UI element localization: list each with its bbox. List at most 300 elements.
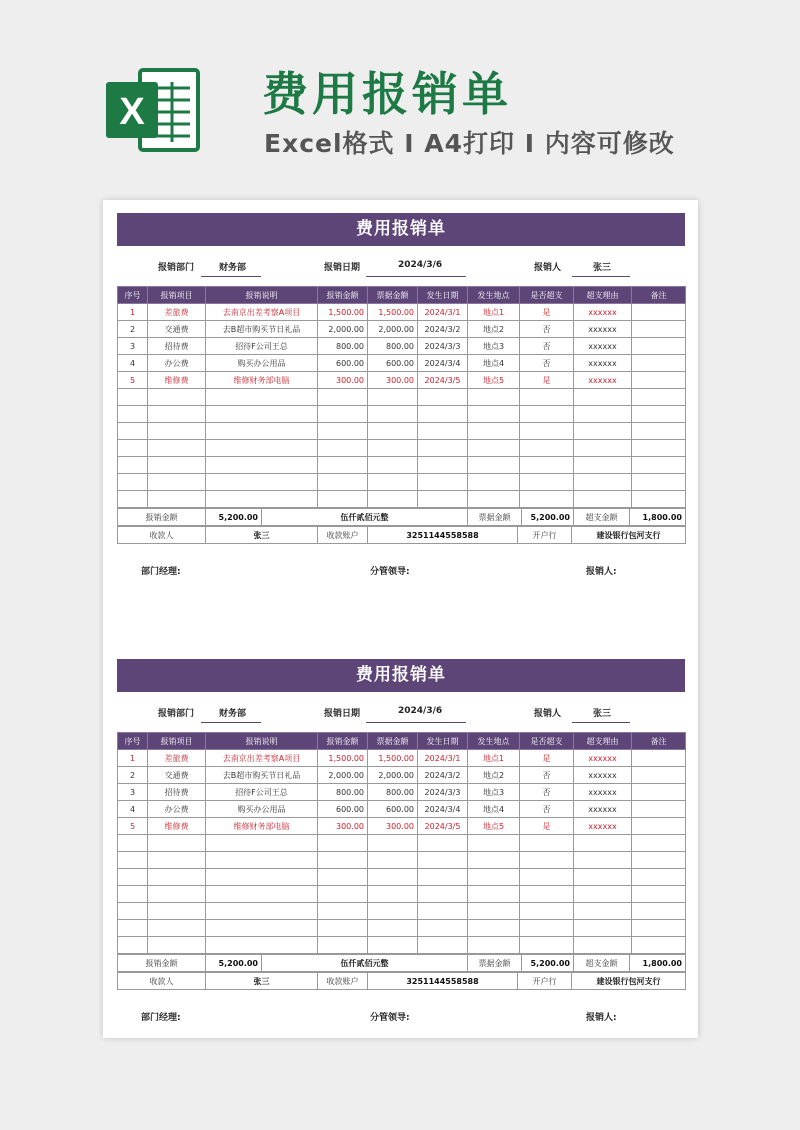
- empty-cell[interactable]: [368, 457, 418, 474]
- table-cell-amount[interactable]: 1,500.00: [318, 304, 368, 321]
- date-value[interactable]: 2024/3/6: [398, 260, 443, 270]
- empty-cell[interactable]: [206, 491, 318, 508]
- empty-cell[interactable]: [574, 869, 632, 886]
- dept-underline: [201, 722, 261, 723]
- claim-total-value[interactable]: 5,200.00: [206, 509, 262, 526]
- empty-cell[interactable]: [574, 903, 632, 920]
- empty-cell[interactable]: [368, 903, 418, 920]
- empty-cell[interactable]: [632, 389, 686, 406]
- form-title: 费用报销单: [117, 213, 685, 246]
- empty-cell[interactable]: [574, 457, 632, 474]
- empty-cell[interactable]: [418, 920, 468, 937]
- empty-cell[interactable]: [520, 937, 574, 954]
- empty-cell[interactable]: [206, 406, 318, 423]
- person-label: 报销人: [534, 709, 562, 719]
- empty-cell[interactable]: [118, 406, 148, 423]
- totals-table: [117, 508, 686, 526]
- banner-subtitle: Excel格式 I A4打印 I 内容可修改: [264, 129, 675, 158]
- table-cell-over[interactable]: 是: [520, 750, 574, 767]
- empty-cell[interactable]: [468, 920, 520, 937]
- empty-cell[interactable]: [148, 852, 206, 869]
- table-cell-desc[interactable]: 去南京出差考察A项目: [206, 304, 318, 321]
- table-cell-no[interactable]: 3: [118, 338, 148, 355]
- empty-cell[interactable]: [318, 903, 368, 920]
- empty-cell[interactable]: [368, 423, 418, 440]
- empty-cell[interactable]: [148, 835, 206, 852]
- expense-table: [117, 286, 686, 508]
- empty-cell[interactable]: [574, 406, 632, 423]
- table-cell-amount[interactable]: 1,500.00: [318, 750, 368, 767]
- over-total-value[interactable]: 1,800.00: [630, 955, 686, 972]
- table-cell-note[interactable]: [632, 818, 686, 835]
- table-cell-place[interactable]: 地点3: [468, 338, 520, 355]
- empty-cell[interactable]: [206, 886, 318, 903]
- empty-cell[interactable]: [632, 869, 686, 886]
- table-cell-item[interactable]: 维修费: [148, 372, 206, 389]
- date-label: 报销日期: [324, 709, 361, 719]
- empty-cell[interactable]: [468, 440, 520, 457]
- empty-cell[interactable]: [118, 389, 148, 406]
- empty-cell[interactable]: [206, 457, 318, 474]
- empty-cell[interactable]: [468, 389, 520, 406]
- table-cell-amount[interactable]: 800.00: [318, 338, 368, 355]
- table-cell-no[interactable]: 5: [118, 372, 148, 389]
- person-underline: [572, 276, 630, 277]
- table-cell-date[interactable]: 2024/3/4: [418, 355, 468, 372]
- empty-cell[interactable]: [368, 937, 418, 954]
- account-value[interactable]: 3251144558588: [368, 973, 518, 990]
- empty-cell[interactable]: [574, 423, 632, 440]
- empty-cell[interactable]: [520, 903, 574, 920]
- table-cell-invoice[interactable]: 2,000.00: [368, 321, 418, 338]
- empty-cell[interactable]: [206, 852, 318, 869]
- empty-cell[interactable]: [520, 835, 574, 852]
- form-info-row: [117, 692, 685, 732]
- empty-cell[interactable]: [632, 886, 686, 903]
- empty-cell[interactable]: [632, 835, 686, 852]
- table-row: [118, 372, 686, 389]
- empty-cell[interactable]: [368, 491, 418, 508]
- table-cell-date[interactable]: 2024/3/1: [418, 304, 468, 321]
- empty-cell[interactable]: [118, 440, 148, 457]
- column-header: 序号: [118, 733, 148, 750]
- empty-cell[interactable]: [118, 937, 148, 954]
- table-cell-place[interactable]: 地点2: [468, 321, 520, 338]
- empty-cell[interactable]: [206, 474, 318, 491]
- table-cell-no[interactable]: 5: [118, 818, 148, 835]
- empty-cell[interactable]: [418, 886, 468, 903]
- empty-cell[interactable]: [520, 406, 574, 423]
- empty-cell[interactable]: [520, 491, 574, 508]
- table-cell-over[interactable]: 否: [520, 767, 574, 784]
- empty-cell[interactable]: [468, 869, 520, 886]
- table-cell-date[interactable]: 2024/3/2: [418, 321, 468, 338]
- empty-cell[interactable]: [418, 937, 468, 954]
- empty-cell[interactable]: [148, 406, 206, 423]
- claim-total-label: 报销金额: [118, 509, 206, 526]
- empty-cell[interactable]: [148, 440, 206, 457]
- empty-cell[interactable]: [520, 869, 574, 886]
- table-cell-reason[interactable]: xxxxxx: [574, 355, 632, 372]
- table-header-row: [118, 287, 686, 304]
- empty-cell[interactable]: [206, 389, 318, 406]
- empty-cell[interactable]: [118, 920, 148, 937]
- empty-cell[interactable]: [574, 852, 632, 869]
- empty-cell[interactable]: [632, 491, 686, 508]
- empty-cell[interactable]: [418, 474, 468, 491]
- empty-cell[interactable]: [206, 423, 318, 440]
- table-cell-date[interactable]: 2024/3/5: [418, 818, 468, 835]
- table-cell-place[interactable]: 地点5: [468, 818, 520, 835]
- table-cell-no[interactable]: 1: [118, 304, 148, 321]
- empty-cell[interactable]: [318, 389, 368, 406]
- empty-cell[interactable]: [520, 423, 574, 440]
- date-underline: [366, 276, 466, 277]
- empty-cell[interactable]: [520, 920, 574, 937]
- table-cell-over[interactable]: 否: [520, 355, 574, 372]
- column-header: 报销说明: [206, 733, 318, 750]
- table-cell-item[interactable]: 招待费: [148, 784, 206, 801]
- claim-total-label: 报销金额: [118, 955, 206, 972]
- table-cell-amount[interactable]: 2,000.00: [318, 767, 368, 784]
- empty-cell[interactable]: [318, 423, 368, 440]
- table-cell-desc[interactable]: 招待F公司王总: [206, 338, 318, 355]
- amount-in-words[interactable]: 伍仟贰佰元整: [262, 955, 468, 972]
- empty-cell[interactable]: [148, 423, 206, 440]
- empty-cell[interactable]: [574, 920, 632, 937]
- table-cell-invoice[interactable]: 600.00: [368, 355, 418, 372]
- table-cell-note[interactable]: [632, 801, 686, 818]
- table-cell-no[interactable]: 4: [118, 801, 148, 818]
- empty-row: [118, 406, 686, 423]
- empty-cell[interactable]: [206, 937, 318, 954]
- claim-total-value[interactable]: 5,200.00: [206, 955, 262, 972]
- table-cell-item[interactable]: 差旅费: [148, 304, 206, 321]
- dept-value[interactable]: 财务部: [219, 263, 247, 273]
- empty-cell[interactable]: [318, 457, 368, 474]
- empty-cell[interactable]: [148, 474, 206, 491]
- bank-value[interactable]: 建设银行包河支行: [572, 973, 686, 990]
- empty-cell[interactable]: [468, 406, 520, 423]
- empty-cell[interactable]: [318, 920, 368, 937]
- payee-value[interactable]: 张三: [206, 527, 318, 544]
- table-cell-date[interactable]: 2024/3/2: [418, 767, 468, 784]
- table-cell-place[interactable]: 地点1: [468, 304, 520, 321]
- amount-in-words[interactable]: 伍仟贰佰元整: [262, 509, 468, 526]
- table-cell-note[interactable]: [632, 304, 686, 321]
- table-cell-desc[interactable]: 去南京出差考察A项目: [206, 750, 318, 767]
- empty-cell[interactable]: [206, 869, 318, 886]
- table-cell-desc[interactable]: 购买办公用品: [206, 801, 318, 818]
- table-cell-invoice[interactable]: 1,500.00: [368, 304, 418, 321]
- table-cell-over[interactable]: 是: [520, 372, 574, 389]
- table-cell-reason[interactable]: xxxxxx: [574, 784, 632, 801]
- empty-cell[interactable]: [368, 835, 418, 852]
- empty-cell[interactable]: [468, 423, 520, 440]
- empty-cell[interactable]: [318, 440, 368, 457]
- empty-cell[interactable]: [418, 389, 468, 406]
- table-cell-over[interactable]: 是: [520, 304, 574, 321]
- empty-cell[interactable]: [520, 389, 574, 406]
- empty-cell[interactable]: [318, 491, 368, 508]
- empty-cell[interactable]: [206, 835, 318, 852]
- person-value[interactable]: 张三: [593, 263, 612, 273]
- empty-cell[interactable]: [632, 903, 686, 920]
- empty-cell[interactable]: [368, 869, 418, 886]
- empty-cell[interactable]: [468, 457, 520, 474]
- empty-cell[interactable]: [206, 440, 318, 457]
- empty-cell[interactable]: [148, 920, 206, 937]
- table-cell-place[interactable]: 地点4: [468, 801, 520, 818]
- empty-cell[interactable]: [148, 903, 206, 920]
- table-cell-over[interactable]: 否: [520, 784, 574, 801]
- table-cell-place[interactable]: 地点1: [468, 750, 520, 767]
- empty-cell[interactable]: [632, 440, 686, 457]
- empty-cell[interactable]: [148, 937, 206, 954]
- empty-cell[interactable]: [318, 406, 368, 423]
- over-total-value[interactable]: 1,800.00: [630, 509, 686, 526]
- table-cell-over[interactable]: 是: [520, 818, 574, 835]
- empty-cell[interactable]: [368, 440, 418, 457]
- empty-cell[interactable]: [206, 920, 318, 937]
- empty-cell[interactable]: [318, 835, 368, 852]
- empty-cell[interactable]: [148, 389, 206, 406]
- table-cell-amount[interactable]: 300.00: [318, 818, 368, 835]
- table-cell-invoice[interactable]: 600.00: [368, 801, 418, 818]
- table-cell-date[interactable]: 2024/3/1: [418, 750, 468, 767]
- empty-cell[interactable]: [574, 440, 632, 457]
- empty-cell[interactable]: [418, 869, 468, 886]
- table-cell-item[interactable]: 交通费: [148, 767, 206, 784]
- empty-cell[interactable]: [418, 440, 468, 457]
- invoice-total-value[interactable]: 5,200.00: [522, 955, 574, 972]
- table-cell-amount[interactable]: 300.00: [318, 372, 368, 389]
- table-cell-place[interactable]: 地点3: [468, 784, 520, 801]
- leader-signature-label: 分管领导:: [370, 1013, 410, 1023]
- empty-cell[interactable]: [118, 835, 148, 852]
- empty-cell[interactable]: [318, 886, 368, 903]
- empty-cell[interactable]: [520, 440, 574, 457]
- table-cell-desc[interactable]: 去B超市购买节日礼品: [206, 767, 318, 784]
- column-header: 发生日期: [418, 733, 468, 750]
- table-cell-date[interactable]: 2024/3/3: [418, 338, 468, 355]
- empty-cell[interactable]: [468, 491, 520, 508]
- empty-cell[interactable]: [418, 406, 468, 423]
- table-cell-invoice[interactable]: 800.00: [368, 784, 418, 801]
- empty-cell[interactable]: [148, 869, 206, 886]
- empty-cell[interactable]: [574, 937, 632, 954]
- empty-cell[interactable]: [520, 852, 574, 869]
- table-cell-reason[interactable]: xxxxxx: [574, 372, 632, 389]
- table-cell-desc[interactable]: 招待F公司王总: [206, 784, 318, 801]
- table-cell-reason[interactable]: xxxxxx: [574, 321, 632, 338]
- table-cell-date[interactable]: 2024/3/3: [418, 784, 468, 801]
- empty-cell[interactable]: [632, 457, 686, 474]
- table-cell-amount[interactable]: 800.00: [318, 784, 368, 801]
- empty-row: [118, 937, 686, 954]
- table-cell-reason[interactable]: xxxxxx: [574, 818, 632, 835]
- invoice-total-value[interactable]: 5,200.00: [522, 509, 574, 526]
- empty-cell[interactable]: [418, 423, 468, 440]
- empty-cell[interactable]: [468, 903, 520, 920]
- table-cell-note[interactable]: [632, 338, 686, 355]
- table-cell-no[interactable]: 4: [118, 355, 148, 372]
- account-label: 收款账户: [318, 973, 368, 990]
- empty-row: [118, 423, 686, 440]
- empty-cell[interactable]: [574, 389, 632, 406]
- empty-cell[interactable]: [418, 852, 468, 869]
- signature-row: [117, 544, 685, 594]
- empty-cell[interactable]: [118, 457, 148, 474]
- expense-table: [117, 732, 686, 954]
- table-cell-over[interactable]: 否: [520, 801, 574, 818]
- empty-cell[interactable]: [468, 474, 520, 491]
- empty-row: [118, 389, 686, 406]
- empty-cell[interactable]: [418, 491, 468, 508]
- empty-cell[interactable]: [368, 406, 418, 423]
- table-cell-desc[interactable]: 维修财务部电脑: [206, 818, 318, 835]
- empty-cell[interactable]: [632, 406, 686, 423]
- empty-cell[interactable]: [318, 474, 368, 491]
- table-cell-invoice[interactable]: 300.00: [368, 818, 418, 835]
- empty-cell[interactable]: [368, 389, 418, 406]
- empty-cell[interactable]: [148, 886, 206, 903]
- table-cell-place[interactable]: 地点4: [468, 355, 520, 372]
- payee-label: 收款人: [118, 973, 206, 990]
- column-header: 报销说明: [206, 287, 318, 304]
- empty-cell[interactable]: [574, 474, 632, 491]
- empty-cell[interactable]: [632, 423, 686, 440]
- empty-cell[interactable]: [148, 457, 206, 474]
- empty-cell[interactable]: [118, 423, 148, 440]
- table-cell-place[interactable]: 地点5: [468, 372, 520, 389]
- table-cell-note[interactable]: [632, 767, 686, 784]
- table-header-row: [118, 733, 686, 750]
- empty-cell[interactable]: [520, 886, 574, 903]
- table-row: [118, 355, 686, 372]
- empty-cell[interactable]: [520, 474, 574, 491]
- table-cell-over[interactable]: 否: [520, 321, 574, 338]
- table-cell-item[interactable]: 办公费: [148, 355, 206, 372]
- table-cell-note[interactable]: [632, 750, 686, 767]
- over-total-label: 超支金额: [574, 509, 630, 526]
- payee-value[interactable]: 张三: [206, 973, 318, 990]
- empty-cell[interactable]: [368, 886, 418, 903]
- table-cell-note[interactable]: [632, 372, 686, 389]
- empty-cell[interactable]: [118, 491, 148, 508]
- empty-cell[interactable]: [318, 852, 368, 869]
- empty-cell[interactable]: [418, 903, 468, 920]
- table-cell-desc[interactable]: 去B超市购买节日礼品: [206, 321, 318, 338]
- table-cell-reason[interactable]: xxxxxx: [574, 304, 632, 321]
- empty-cell[interactable]: [632, 474, 686, 491]
- empty-cell[interactable]: [118, 869, 148, 886]
- empty-cell[interactable]: [468, 886, 520, 903]
- payee-row: [118, 973, 686, 990]
- empty-cell[interactable]: [520, 457, 574, 474]
- table-cell-place[interactable]: 地点2: [468, 767, 520, 784]
- leader-signature-label: 分管领导:: [370, 567, 410, 577]
- table-cell-amount[interactable]: 600.00: [318, 801, 368, 818]
- empty-cell[interactable]: [118, 886, 148, 903]
- table-cell-item[interactable]: 交通费: [148, 321, 206, 338]
- table-cell-invoice[interactable]: 1,500.00: [368, 750, 418, 767]
- table-cell-item[interactable]: 办公费: [148, 801, 206, 818]
- empty-cell[interactable]: [368, 852, 418, 869]
- manager-signature-label: 部门经理:: [141, 567, 181, 577]
- empty-cell[interactable]: [632, 920, 686, 937]
- excel-logo-icon: [104, 66, 202, 154]
- empty-cell[interactable]: [118, 903, 148, 920]
- empty-cell[interactable]: [468, 937, 520, 954]
- table-cell-no[interactable]: 2: [118, 767, 148, 784]
- empty-cell[interactable]: [574, 835, 632, 852]
- empty-cell[interactable]: [468, 852, 520, 869]
- bank-label: 开户行: [518, 973, 572, 990]
- table-cell-invoice[interactable]: 800.00: [368, 338, 418, 355]
- date-value[interactable]: 2024/3/6: [398, 706, 443, 716]
- empty-cell[interactable]: [118, 474, 148, 491]
- banner-title: 费用报销单: [262, 67, 512, 121]
- column-header: 发生地点: [468, 287, 520, 304]
- empty-cell[interactable]: [632, 852, 686, 869]
- person-value[interactable]: 张三: [593, 709, 612, 719]
- empty-cell[interactable]: [368, 474, 418, 491]
- table-cell-note[interactable]: [632, 355, 686, 372]
- signature-row: [117, 990, 685, 1040]
- empty-cell[interactable]: [368, 920, 418, 937]
- empty-cell[interactable]: [468, 835, 520, 852]
- empty-cell[interactable]: [148, 491, 206, 508]
- column-header: 发生日期: [418, 287, 468, 304]
- table-cell-invoice[interactable]: 2,000.00: [368, 767, 418, 784]
- table-cell-note[interactable]: [632, 784, 686, 801]
- manager-signature-label: 部门经理:: [141, 1013, 181, 1023]
- table-cell-note[interactable]: [632, 321, 686, 338]
- table-cell-item[interactable]: 维修费: [148, 818, 206, 835]
- table-cell-invoice[interactable]: 300.00: [368, 372, 418, 389]
- table-cell-reason[interactable]: xxxxxx: [574, 801, 632, 818]
- empty-cell[interactable]: [632, 937, 686, 954]
- table-cell-reason[interactable]: xxxxxx: [574, 767, 632, 784]
- table-cell-item[interactable]: 招待费: [148, 338, 206, 355]
- table-cell-over[interactable]: 否: [520, 338, 574, 355]
- table-cell-amount[interactable]: 2,000.00: [318, 321, 368, 338]
- empty-cell[interactable]: [318, 869, 368, 886]
- empty-cell[interactable]: [574, 886, 632, 903]
- dept-value[interactable]: 财务部: [219, 709, 247, 719]
- table-cell-no[interactable]: 2: [118, 321, 148, 338]
- empty-cell[interactable]: [418, 457, 468, 474]
- table-cell-date[interactable]: 2024/3/5: [418, 372, 468, 389]
- table-cell-no[interactable]: 3: [118, 784, 148, 801]
- table-cell-no[interactable]: 1: [118, 750, 148, 767]
- table-cell-reason[interactable]: xxxxxx: [574, 750, 632, 767]
- empty-cell[interactable]: [206, 903, 318, 920]
- table-cell-item[interactable]: 差旅费: [148, 750, 206, 767]
- table-cell-desc[interactable]: 维修财务部电脑: [206, 372, 318, 389]
- account-value[interactable]: 3251144558588: [368, 527, 518, 544]
- table-cell-date[interactable]: 2024/3/4: [418, 801, 468, 818]
- empty-cell[interactable]: [418, 835, 468, 852]
- bank-value[interactable]: 建设银行包河支行: [572, 527, 686, 544]
- table-cell-amount[interactable]: 600.00: [318, 355, 368, 372]
- empty-cell[interactable]: [318, 937, 368, 954]
- empty-cell[interactable]: [574, 491, 632, 508]
- empty-cell[interactable]: [118, 852, 148, 869]
- table-cell-desc[interactable]: 购买办公用品: [206, 355, 318, 372]
- table-cell-reason[interactable]: xxxxxx: [574, 338, 632, 355]
